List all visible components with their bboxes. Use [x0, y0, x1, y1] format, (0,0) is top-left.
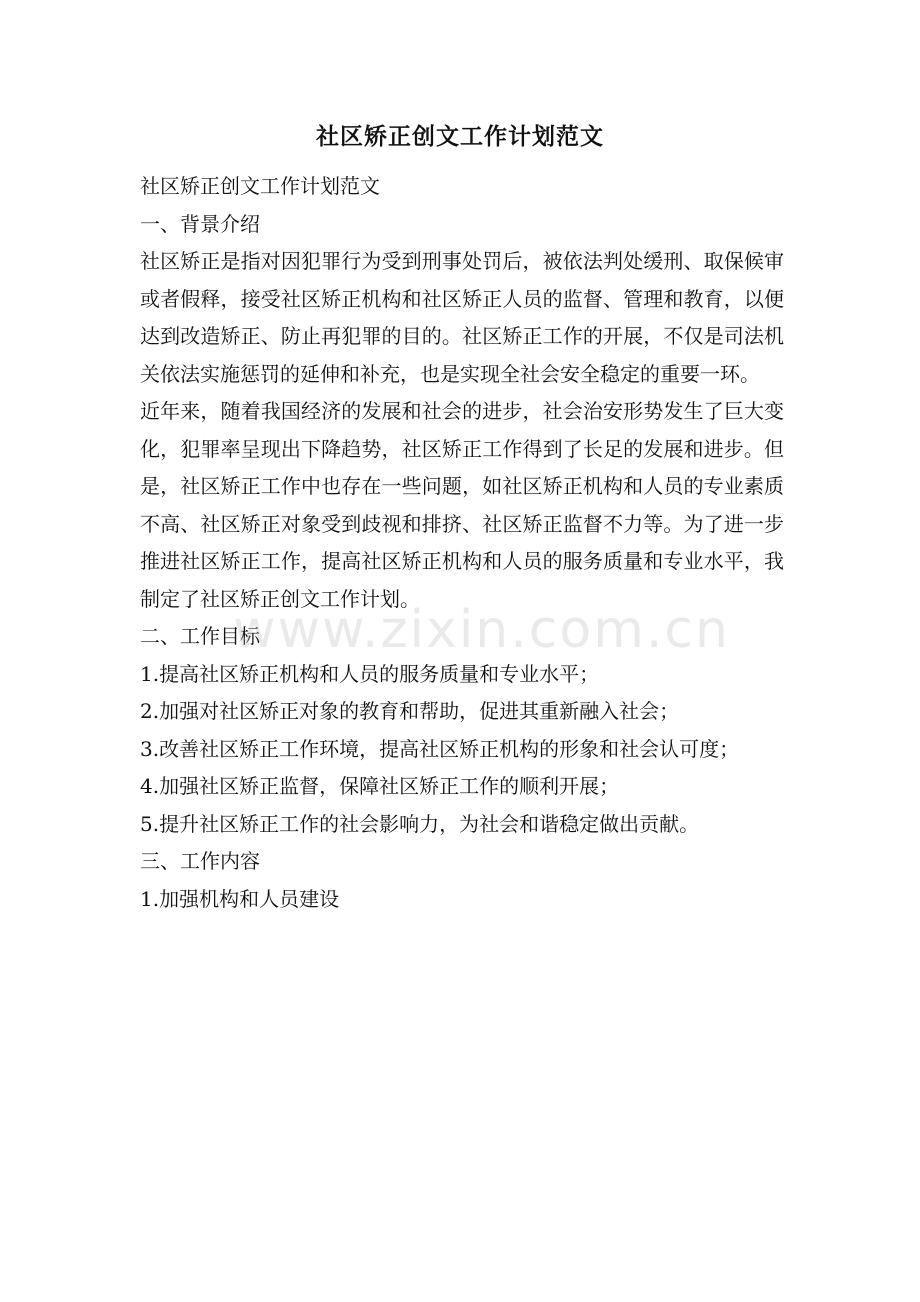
body-paragraph: 社区矫正是指对因犯罪行为受到刑事处罚后，被依法判处缓刑、取保候审或者假释，接受社区矫正机构和社区矫正人员的监督、管理和教育，以便达到改造矫正、防止再犯罪的目的。社区矫正工作的开展，不仅是司法机关依法实施惩罚的延伸和补充，也是实现全社会安全稳定的重要一环。	[140, 249, 784, 386]
document-body	[140, 168, 784, 918]
section-heading-content: 三、工作内容	[140, 849, 260, 873]
section-heading-background: 一、背景介绍	[140, 211, 260, 236]
content-item: 1.加强机构和人员建设	[140, 886, 340, 911]
goal-item: 3.改善社区矫正工作环境，提高社区矫正机构的形象和社会认可度；	[140, 736, 740, 761]
body-paragraph: 近年来，随着我国经济的发展和社会的进步，社会治安形势发生了巨大变化，犯罪率呈现出下降趋势，社区矫正工作得到了长足的发展和进步。但是，社区矫正工作中也存在一些问题，如社区矫正机构和人员的专业素质不高、社区矫正对象受到歧视和排挤、社区矫正监督不力等。为了进一步推进社区矫正工作，提高社区矫正机构和人员的服务质量和专业水平，我制定了社区矫正创文工作计划。	[140, 399, 784, 611]
section-heading-goals: 二、工作目标	[140, 624, 260, 648]
goal-item: 5.提升社区矫正工作的社会影响力，为社会和谐稳定做出贡献。	[140, 811, 700, 836]
document-title: 社区矫正创文工作计划范文	[316, 123, 604, 150]
watermark-text: www.zixin.com.cn	[233, 600, 730, 660]
goal-item: 4.加强社区矫正监督，保障社区矫正工作的顺利开展；	[140, 774, 620, 798]
subtitle-paragraph: 社区矫正创文工作计划范文	[140, 174, 380, 198]
goal-item: 1.提高社区矫正机构和人员的服务质量和专业水平；	[140, 661, 600, 686]
goal-item: 2.加强对社区矫正对象的教育和帮助，促进其重新融入社会；	[140, 699, 680, 723]
